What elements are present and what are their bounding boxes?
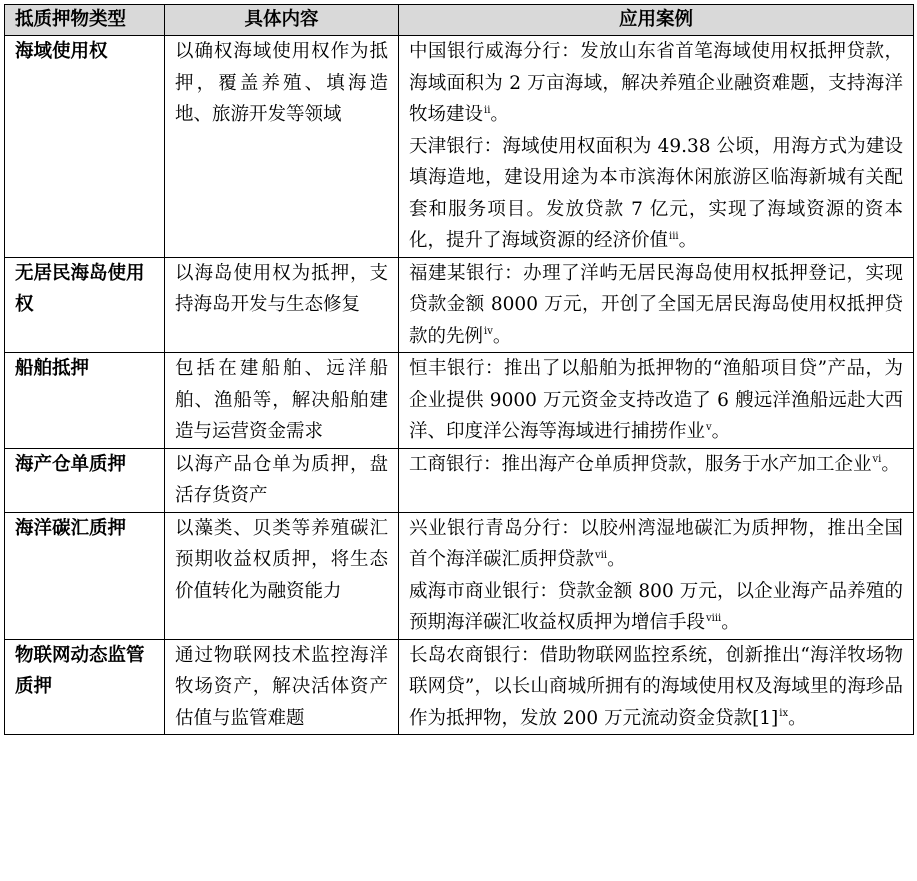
table-row	[5, 448, 914, 512]
row-content: 以藻类、贝类等养殖碳汇预期收益权质押，将生态价值转化为融资能力	[165, 512, 399, 639]
case-entry	[409, 449, 903, 481]
collateral-table	[4, 4, 914, 735]
case-entry	[409, 131, 903, 257]
case-entry	[409, 36, 903, 131]
table-row	[5, 639, 914, 735]
footnote-marker: v	[706, 421, 712, 433]
table-row	[5, 257, 914, 353]
row-cases	[399, 353, 914, 449]
row-cases	[399, 512, 914, 639]
header-content: 具体内容	[165, 5, 399, 36]
case-text: 工商银行：推出海产仓单质押贷款，服务于水产加工企业	[409, 453, 872, 475]
case-text: 兴业银行青岛分行：以胶州湾湿地碳汇为质押物，推出全国首个海洋碳汇质押贷款	[409, 517, 903, 570]
row-content: 以海产品仓单为质押，盘活存货资产	[165, 448, 399, 512]
case-tail: 。	[721, 612, 740, 633]
row-type: 海域使用权	[5, 36, 165, 258]
case-text: 长岛农商银行：借助物联网监控系统，创新推出“海洋牧场物联网贷”，以长山商城所拥有的海域使用权及海域里的海珍品作为抵押物，发放 200 万元流动资金贷款[1]	[409, 644, 903, 729]
footnote-marker: viii	[706, 612, 722, 624]
row-type: 无居民海岛使用权	[5, 257, 165, 353]
case-text: 恒丰银行：推出了以船舶为抵押物的“渔船项目贷”产品，为企业提供 9000 万元资金支持改造了 6 艘远洋渔船远赴大西洋、印度洋公海等海域进行捕捞作业	[409, 358, 903, 442]
table-row	[5, 36, 914, 258]
case-text: 威海市商业银行：贷款金额 800 万元，以企业海产品养殖的预期海洋碳汇收益权质押为增信手段	[409, 580, 903, 633]
row-type: 物联网动态监管质押	[5, 639, 165, 735]
case-tail: 。	[711, 421, 731, 442]
footnote-marker: iii	[669, 230, 679, 242]
row-content: 通过物联网技术监控海洋牧场资产，解决活体资产估值与监管难题	[165, 639, 399, 735]
case-tail: 。	[492, 325, 512, 347]
row-cases	[399, 257, 914, 353]
header-cases: 应用案例	[399, 5, 914, 36]
row-cases	[399, 448, 914, 512]
table-row	[5, 353, 914, 449]
row-cases	[399, 36, 914, 258]
case-tail: 。	[788, 707, 807, 729]
case-entry	[409, 513, 903, 576]
case-tail: 。	[490, 104, 509, 125]
case-tail: 。	[881, 453, 900, 475]
case-text: 福建某银行：办理了洋屿无居民海岛使用权抵押登记，实现贷款金额 8000 万元，开创了全国无居民海岛使用权抵押贷款的先例	[409, 262, 903, 347]
footnote-marker: iv	[484, 326, 493, 338]
case-entry	[409, 258, 903, 353]
row-type: 海产仓单质押	[5, 448, 165, 512]
footnote-marker: ii	[484, 104, 491, 116]
footnote-marker: vi	[872, 454, 882, 466]
header-collateral-type: 抵质押物类型	[5, 5, 165, 36]
footnote-marker: vii	[595, 549, 608, 561]
row-type: 海洋碳汇质押	[5, 512, 165, 639]
table-row	[5, 512, 914, 639]
case-text: 天津银行：海域使用权面积为 49.38 公顷，用海方式为建设填海造地，建设用途为本市滨海休闲旅游区临海新城有关配套和服务项目。发放贷款 7 亿元，实现了海域资源的资本化，提升了海域资源的经济价值	[409, 135, 903, 251]
row-content: 以确权海域使用权作为抵押，覆盖养殖、填海造地、旅游开发等领域	[165, 36, 399, 258]
case-entry	[409, 353, 903, 448]
row-content: 以海岛使用权为抵押，支持海岛开发与生态修复	[165, 257, 399, 353]
footnote-marker: ix	[779, 708, 789, 720]
case-tail: 。	[678, 230, 698, 251]
case-entry	[409, 576, 903, 639]
row-content: 包括在建船舶、远洋船舶、渔船等，解决船舶建造与运营资金需求	[165, 353, 399, 449]
case-entry	[409, 640, 903, 735]
table-header-row	[5, 5, 914, 36]
row-type: 船舶抵押	[5, 353, 165, 449]
case-text: 中国银行威海分行：发放山东省首笔海域使用权抵押贷款，海域面积为 2 万亩海域，解决养殖企业融资难题，支持海洋牧场建设	[409, 41, 903, 125]
case-tail: 。	[607, 549, 626, 570]
row-cases	[399, 639, 914, 735]
